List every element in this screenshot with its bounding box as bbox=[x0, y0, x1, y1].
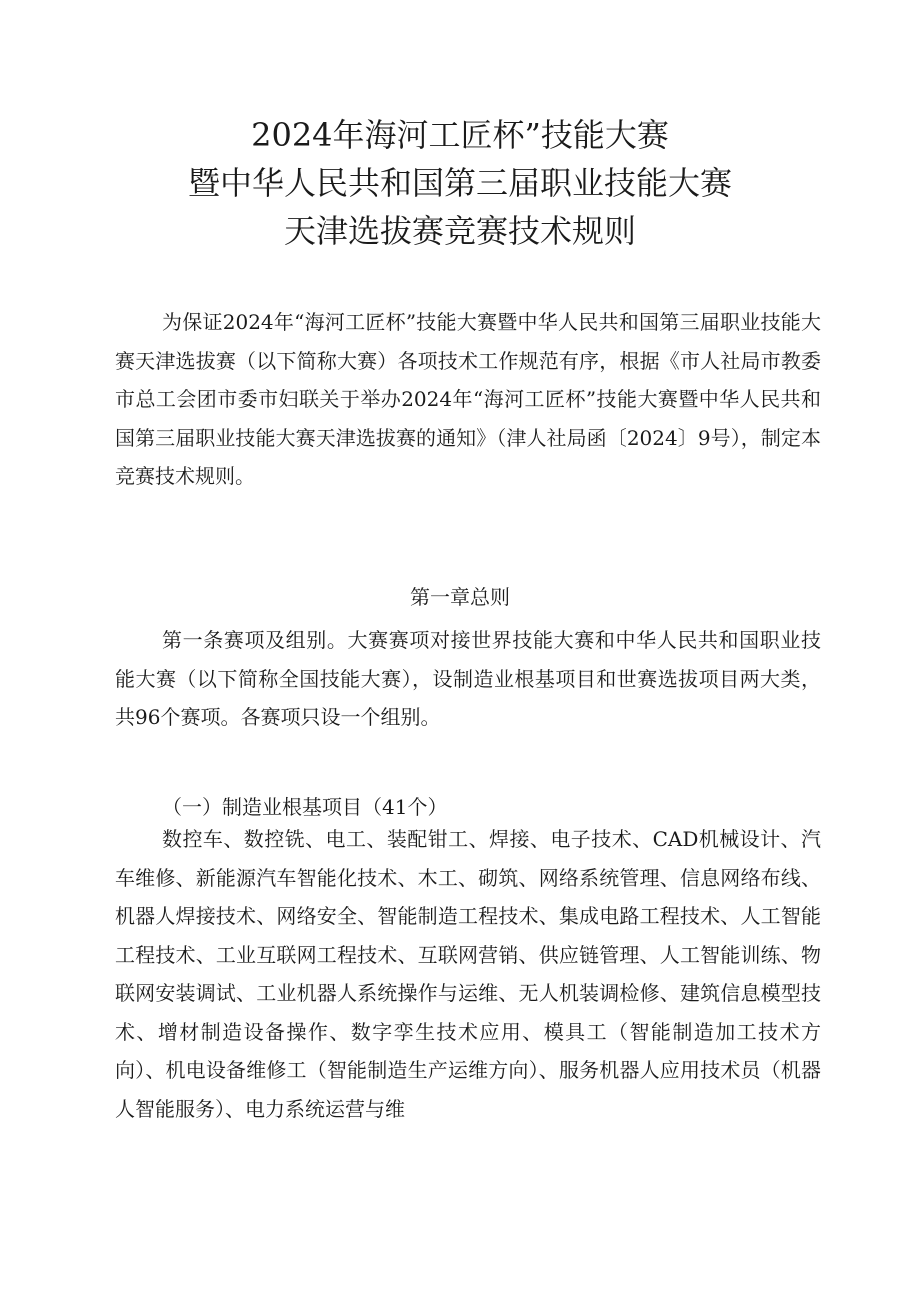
article-1-paragraph: 第一条赛项及组别。大赛赛项对接世界技能大赛和中华人民共和国职业技能大赛（以下简称全国技能大赛），设制造业根基项目和世赛选拔项目两大类，共96个赛项。各赛项只设一个组别。 bbox=[115, 628, 821, 729]
document-title-line-2: 暨中华人民共和国第三届职业技能大赛 bbox=[187, 164, 732, 202]
section-1-item-list: 数控车、数控铣、电工、装配钳工、焊接、电子技术、CAD机械设计、汽车维修、新能源汽车智能化技术、木工、砌筑、网络系统管理、信息网络布线、机器人焊接技术、网络安全、智能制造工程技术、集成电路工程技术、人工智能工程技术、工业互联网工程技术、互联网营销、供应链管理、人工智能训练、物联网安装调试、工业机器人系统操作与运维、无人机装调检修、建筑信息模型技术、增材制造设备操作、数字孪生技术应用、模具工（智能制造加工技术方向）、机电设备维修工（智能制造生产运维方向）、服务机器人应用技术员（机器人智能服务）、电力系统运营与维 bbox=[115, 827, 821, 1121]
intro-paragraph: 为保证2024年“海河工匠杯”技能大赛暨中华人民共和国第三届职业技能大赛天津选拔赛（以下简称大赛）各项技术工作规范有序，根据《市人社局市教委市总工会团市委市妇联关于举办2024年“海河工匠杯”技能大赛暨中华人民共和国第三届职业技能大赛天津选拔赛的通知》（津人社局函〔2024〕9号），制定本竞赛技术规则。 bbox=[115, 310, 821, 488]
document-title-line-3: 天津选拔赛竞赛技术规则 bbox=[283, 212, 636, 250]
section-1-heading: （一）制造业根基项目（41个） bbox=[162, 795, 448, 819]
document-title-line-1: 2024年海河工匠杯”技能大赛 bbox=[251, 116, 669, 154]
chapter-heading: 第一章总则 bbox=[410, 585, 510, 609]
